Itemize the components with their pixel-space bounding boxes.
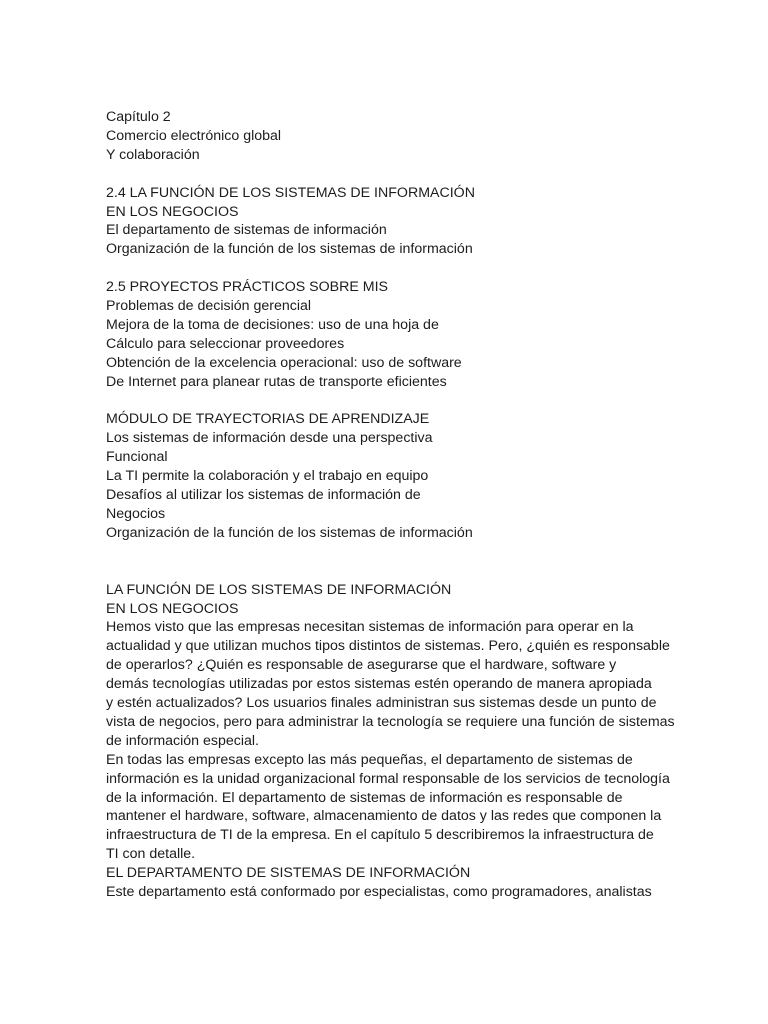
text-line: información es la unidad organizacional formal responsable de los servicios de tecnología: [106, 770, 670, 787]
paragraph-gap: [106, 392, 746, 411]
text-line: EN LOS NEGOCIOS: [106, 203, 239, 220]
paragraph-gap: [106, 543, 746, 581]
section-2-4: [106, 184, 746, 260]
document-text: [106, 108, 746, 902]
text-line: 2.4 LA FUNCIÓN DE LOS SISTEMAS DE INFORMACIÓN: [106, 184, 475, 201]
text-line: Funcional: [106, 449, 168, 466]
text-line: Organización de la función de los sistemas de información: [106, 524, 473, 541]
learning-tracks-module: [106, 410, 746, 542]
text-line: actualidad y que utilizan muchos tipos distintos de sistemas. Pero, ¿quién es responsable: [106, 638, 670, 655]
text-line: vista de negocios, pero para administrar la tecnología se requiere una función de sistemas: [106, 713, 675, 730]
text-line: de información especial.: [106, 732, 259, 749]
text-line: EL DEPARTAMENTO DE SISTEMAS DE INFORMACIÓN: [106, 865, 471, 882]
section-2-5: [106, 278, 746, 391]
text-line: Comercio electrónico global: [106, 127, 282, 144]
text-line: Negocios: [106, 505, 166, 522]
text-line: demás tecnologías utilizadas por estos sistemas estén operando de manera apropiada: [106, 676, 652, 693]
body-section: [106, 581, 746, 902]
text-line: De Internet para planear rutas de transporte eficientes: [106, 373, 447, 390]
text-line: La TI permite la colaboración y el trabajo en equipo: [106, 468, 429, 485]
text-line: mantener el hardware, software, almacenamiento de datos y las redes que componen la: [106, 808, 662, 825]
text-line: 2.5 PROYECTOS PRÁCTICOS SOBRE MIS: [106, 279, 388, 296]
text-line: Organización de la función de los sistemas de información: [106, 241, 473, 258]
chapter-heading: [106, 108, 746, 165]
text-line: infraestructura de TI de la empresa. En el capítulo 5 describiremos la infraestructura de: [106, 827, 654, 844]
text-line: Y colaboración: [106, 146, 200, 163]
paragraph-gap: [106, 165, 746, 184]
text-line: Cálculo para seleccionar proveedores: [106, 335, 345, 352]
text-line: Mejora de la toma de decisiones: uso de una hoja de: [106, 316, 439, 333]
text-line: LA FUNCIÓN DE LOS SISTEMAS DE INFORMACIÓN: [106, 581, 452, 598]
text-line: Hemos visto que las empresas necesitan sistemas de información para operar en la: [106, 619, 634, 636]
text-line: El departamento de sistemas de información: [106, 222, 387, 239]
text-line: MÓDULO DE TRAYECTORIAS DE APRENDIZAJE: [106, 411, 430, 428]
text-line: EN LOS NEGOCIOS: [106, 600, 239, 617]
paragraph-gap: [106, 259, 746, 278]
text-line: Obtención de la excelencia operacional: uso de software: [106, 354, 462, 371]
text-line: y estén actualizados? Los usuarios finales administran sus sistemas desde un punto de: [106, 695, 657, 712]
text-line: Problemas de decisión gerencial: [106, 298, 312, 315]
text-line: Desafíos al utilizar los sistemas de información de: [106, 487, 421, 504]
text-line: Capítulo 2: [106, 109, 171, 125]
text-line: de operarlos? ¿Quién es responsable de asegurarse que el hardware, software y: [106, 657, 617, 674]
text-line: En todas las empresas excepto las más pequeñas, el departamento de sistemas de: [106, 751, 633, 768]
text-line: TI con detalle.: [106, 846, 196, 863]
text-line: Los sistemas de información desde una perspectiva: [106, 430, 433, 447]
text-line: Este departamento está conformado por especialistas, como programadores, analistas: [106, 884, 652, 901]
text-line: de la información. El departamento de sistemas de información es responsable de: [106, 789, 623, 806]
